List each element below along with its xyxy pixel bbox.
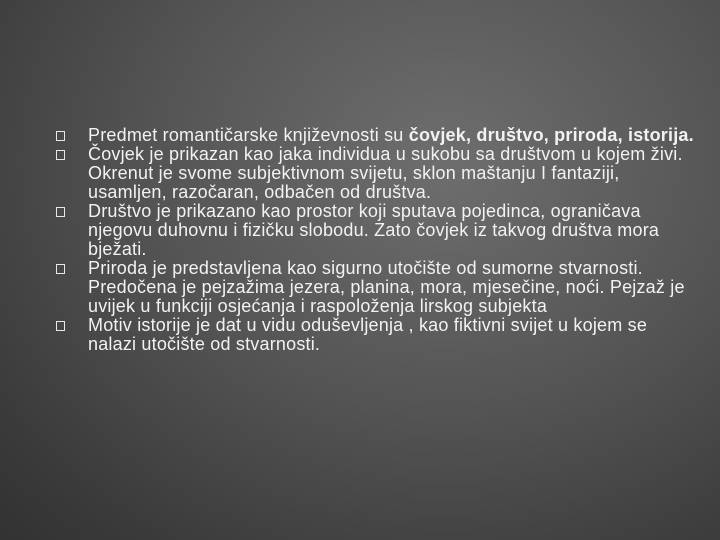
bullet-list [56,126,696,354]
bullet-text: Motiv istorije je dat u vidu oduševljenja , kao fiktivni svijet u kojem se nalazi utočište od stvarnosti. [88,315,648,354]
bullet-bold-text: čovjek, društvo, priroda, istorija. [408,125,694,145]
bullet-text: Društvo je prikazano kao prostor koji sputava pojedinca, ograničava njegovu duhovnu i fizičku slobodu. Zato čovjek iz takvog društva mora bježati. [88,201,660,259]
square-bullet-icon [56,264,65,274]
square-bullet-icon [56,131,65,141]
bullet-item-nature [56,259,696,316]
bullet-item-history [56,316,696,354]
bullet-text: Priroda je predstavljena kao sigurno utočište od sumorne stvarnosti. Predočena je pejzažima jezera, planina, mora, mjesečine, noći. Pejzaž je uvijek u funkciji osjećanja i raspoloženja lirskog subjekta [88,258,685,316]
bullet-text: Predmet romantičarske književnosti su [88,125,409,145]
bullet-item-society [56,202,696,259]
bullet-item-subjects [56,126,696,145]
square-bullet-icon [56,150,65,160]
bullet-item-man [56,145,696,202]
square-bullet-icon [56,207,65,217]
bullet-text: Čovjek je prikazan kao jaka individua u sukobu sa društvom u kojem živi. Okrenut je svome subjektivnom svijetu, sklon maštanju I fantaziji, usamljen, razočaran, odbačen od društva. [88,144,683,202]
square-bullet-icon [56,321,65,331]
